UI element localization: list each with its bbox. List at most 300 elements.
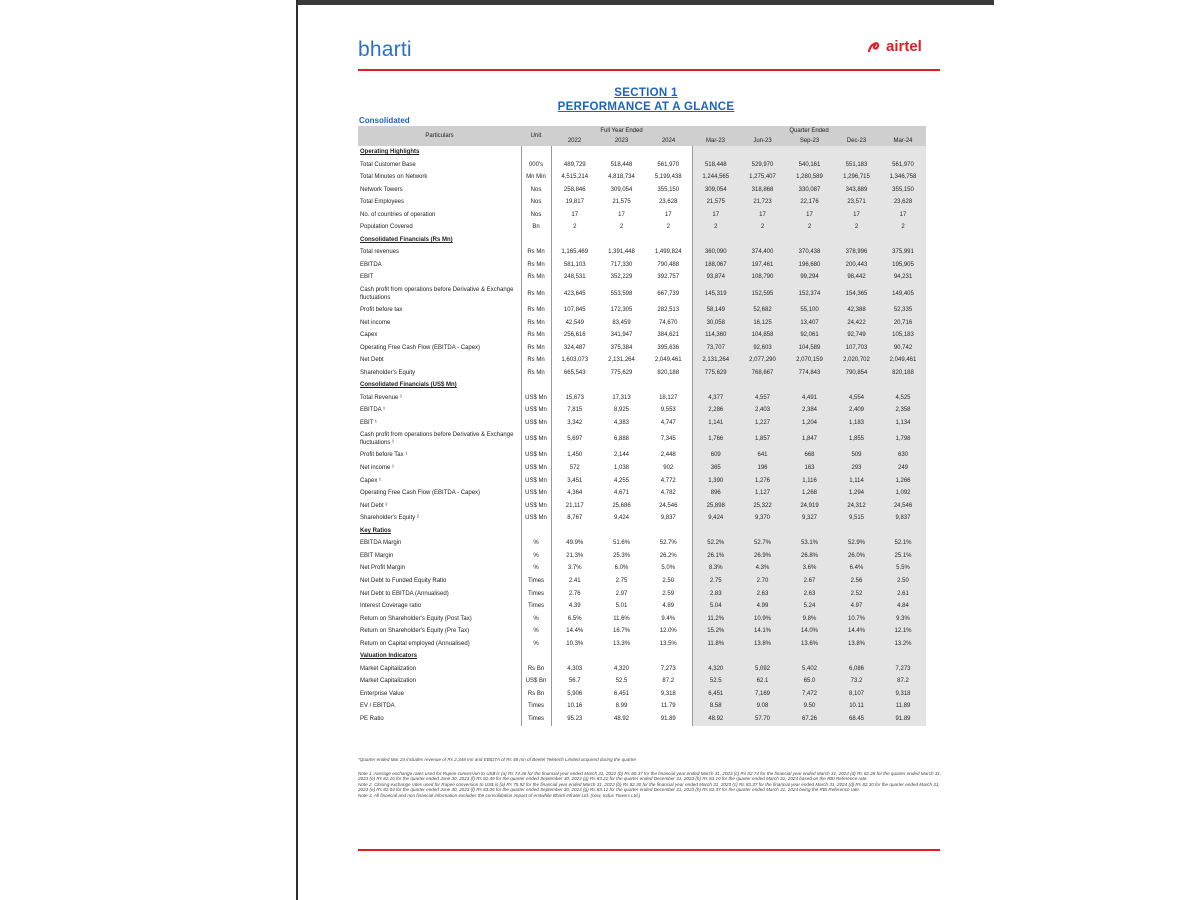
row-label: EV / EBITDA: [360, 703, 395, 710]
value-cell: 24,422: [833, 317, 880, 330]
value-cell: 293: [833, 462, 880, 475]
row-label: Total Revenue ¹: [360, 394, 403, 401]
row-label: Net Debt ²: [360, 502, 388, 509]
value-cell: 26.8%: [786, 550, 833, 563]
value-cell: 52.7%: [739, 537, 786, 550]
value-cell: 21.3%: [566, 552, 584, 559]
value-cell: 21,117: [565, 502, 584, 509]
unit-cell: Rs Mn: [521, 317, 551, 330]
value-cell: 8.58: [692, 700, 739, 713]
value-cell: 5.5%: [880, 562, 926, 575]
value-cell: 902: [663, 465, 674, 472]
value-cell: 7,815: [567, 407, 583, 414]
table-row: [358, 221, 926, 234]
value-cell: 1,294: [833, 487, 880, 500]
value-cell: 3,451: [567, 477, 583, 484]
table-row: [358, 550, 926, 563]
value-cell: 14.1%: [739, 625, 786, 638]
row-label: Return on Capital employed (Annualised): [360, 640, 470, 647]
section-heading: Valuation Indicators: [360, 653, 418, 660]
value-cell: 26.2%: [659, 552, 677, 559]
value-cell: 14.4%: [566, 628, 584, 635]
value-cell: 324,487: [563, 344, 586, 351]
value-cell: 2.70: [739, 575, 786, 588]
value-cell: 16.7%: [612, 628, 630, 635]
value-cell: 6.0%: [614, 565, 629, 572]
value-cell: 48.92: [692, 713, 739, 726]
table-row: [358, 304, 926, 317]
value-cell: 107,703: [833, 342, 880, 355]
value-cell: 4,818,734: [608, 174, 635, 181]
value-cell: 4,525: [880, 392, 926, 405]
row-label: Shareholder's Equity: [360, 369, 416, 376]
value-cell: 2,049,461: [654, 357, 682, 364]
value-cell: 249: [880, 462, 926, 475]
value-cell: 14.4%: [833, 625, 880, 638]
value-cell: 11.6%: [613, 615, 630, 622]
value-cell: 18,127: [659, 394, 678, 401]
value-cell: 52.5: [692, 675, 739, 688]
value-cell: 17: [833, 209, 880, 222]
value-cell: 7,169: [739, 688, 786, 701]
table-row: [358, 487, 926, 500]
row-label: Network Towers: [360, 186, 403, 193]
section-row: [358, 525, 926, 538]
value-cell: 11.79: [660, 703, 676, 710]
footnote-1: Note 1. Average exchange rates used for Rupee conversion to US$ is (a) Rs 74.36 for the financial year ended March 31, 2022 (b) Rs 80.37 for the financial year ended March 31, 2023 (c) Rs 82.74 for the financial year ended March 31, 2024 (d) Rs 82.28 for the quarter ended March 31, 2023 (e) Rs 82.16 for the quarter ended June 30, 2023 (f) Rs 82.49 for the quarter ended September 30, 2023 (g) Rs 83.22 for the quarter ended December 31, 2023 (h) Rs 83.10 for the quarter ended March 31, 2024 based on the RBI Reference rate.: [358, 770, 942, 782]
unit-cell: [521, 234, 551, 247]
unit-cell: Rs Mn: [521, 329, 551, 342]
value-cell: 775,629: [610, 369, 633, 376]
unit-cell: Rs Mn: [521, 259, 551, 272]
value-cell: 572: [569, 465, 580, 472]
footnote-2: Note 2. Closing exchange rates used for Rupee conversion to US$ is (a) Rs 75.92 for the financial year ended March 31, 2022 (b) Rs 82.30 for the financial year ended March 31, 2023 (c) Rs 83.37 for the financial year ended March 31, 2024 (d) Rs 82.30 for the quarter ended March 31, 2023 (e) Rs 82.04 for the quarter ended June 30, 2023 (f) Rs 83.06 for the quarter ended September 30, 2023 (g) Rs 83.12 for the quarter ended December 31, 2023 (h) Rs 83.37 for the quarter ended March 31, 2024 being the RBI Reference rate.: [358, 781, 940, 793]
value-cell: 8,767: [567, 515, 583, 522]
row-label: Market Capitalization: [360, 665, 417, 672]
value-cell: 2,358: [880, 404, 926, 417]
table-row: [358, 171, 926, 184]
value-cell: 561,970: [657, 161, 680, 168]
value-cell: 13.2%: [880, 638, 926, 651]
table-row: [358, 600, 926, 613]
unit-cell: [521, 525, 551, 538]
value-cell: 99,294: [786, 271, 833, 284]
table-row: [358, 625, 926, 638]
value-cell: 1,127: [739, 487, 786, 500]
value-cell: 10.7%: [833, 613, 880, 626]
value-cell: 23,571: [833, 196, 880, 209]
value-cell: [880, 234, 926, 247]
value-cell: 4,303: [567, 665, 583, 672]
value-cell: 2.83: [692, 588, 739, 601]
value-cell: [692, 146, 739, 159]
value-cell: 5,199,438: [654, 174, 682, 181]
row-label: EBITDA Margin: [360, 540, 402, 547]
value-cell: 8.3%: [692, 562, 739, 575]
value-cell: 90,742: [880, 342, 926, 355]
value-cell: 4,515,214: [561, 174, 589, 181]
value-cell: [786, 525, 833, 538]
row-label: Total Employees: [360, 199, 405, 206]
value-cell: 26.9%: [739, 550, 786, 563]
value-cell: 53.1%: [786, 537, 833, 550]
value-cell: [645, 379, 692, 392]
consolidated-label: Consolidated: [359, 116, 410, 125]
period-header: 2024: [645, 136, 692, 146]
value-cell: 51.6%: [612, 540, 630, 547]
value-cell: 1,268: [786, 487, 833, 500]
period-header: Sep-23: [786, 136, 833, 146]
value-cell: 4.99: [739, 600, 786, 613]
unit-cell: Nos: [521, 209, 551, 222]
value-cell: 667,739: [657, 291, 680, 298]
value-cell: 25,322: [739, 500, 786, 513]
value-cell: 152,374: [786, 284, 833, 304]
header-particulars: Particulars: [358, 126, 521, 146]
unit-cell: Rs Mn: [521, 284, 551, 304]
row-label: Return on Shareholder's Equity (Post Tax): [360, 615, 472, 622]
value-cell: 5,402: [786, 663, 833, 676]
unit-cell: Rs Bn: [521, 688, 551, 701]
value-cell: 9.8%: [786, 613, 833, 626]
value-cell: [692, 234, 739, 247]
period-header: Dec-23: [833, 136, 880, 146]
value-cell: 21,723: [739, 196, 786, 209]
value-cell: [833, 379, 880, 392]
value-cell: [551, 650, 598, 663]
value-cell: 352,229: [610, 274, 633, 281]
value-cell: 9,515: [833, 512, 880, 525]
row-label: Total Minutes on Network: [360, 174, 428, 181]
value-cell: 509: [833, 449, 880, 462]
value-cell: 92,749: [833, 329, 880, 342]
value-cell: [739, 525, 786, 538]
unit-cell: %: [521, 638, 551, 651]
unit-cell: Rs Mn: [521, 304, 551, 317]
value-cell: 1,141: [692, 417, 739, 430]
value-cell: 9,327: [786, 512, 833, 525]
row-label: Net income ¹: [360, 465, 395, 472]
section-heading: Key Ratios: [360, 527, 392, 534]
value-cell: 668: [786, 449, 833, 462]
table-row: [358, 329, 926, 342]
value-cell: 551,183: [833, 159, 880, 172]
value-cell: 2,448: [660, 452, 676, 459]
value-cell: [833, 650, 880, 663]
value-cell: [739, 234, 786, 247]
row-label: Net Profit Margin: [360, 565, 406, 572]
value-cell: [551, 234, 598, 247]
unit-cell: Times: [521, 700, 551, 713]
value-cell: 1,798: [880, 429, 926, 449]
value-cell: 309,054: [610, 186, 633, 193]
row-label: Cash profit from operations before Derivative & Exchange fluctuations ¹: [360, 432, 514, 447]
value-cell: 15.2%: [692, 625, 739, 638]
value-cell: 10.3%: [566, 640, 584, 647]
unit-cell: US$ Mn: [521, 500, 551, 513]
value-cell: 248,531: [563, 274, 586, 281]
value-cell: 2.75: [615, 577, 628, 584]
value-cell: 2.63: [786, 588, 833, 601]
value-cell: 1,244,565: [692, 171, 739, 184]
value-cell: [645, 234, 692, 247]
value-cell: 2.76: [568, 590, 581, 597]
value-cell: 13.3%: [612, 640, 630, 647]
value-cell: 68.45: [833, 713, 880, 726]
row-label: Interest Coverage ratio: [360, 603, 422, 610]
value-cell: 282,513: [657, 307, 680, 314]
value-cell: 21,575: [692, 196, 739, 209]
unit-cell: Times: [521, 600, 551, 613]
row-label: Total revenues: [360, 249, 400, 256]
row-label: Net Debt to Funded Equity Ratio: [360, 577, 447, 584]
value-cell: 4,557: [739, 392, 786, 405]
value-cell: [833, 525, 880, 538]
table-row: [358, 417, 926, 430]
value-cell: 25.1%: [880, 550, 926, 563]
value-cell: 2: [692, 221, 739, 234]
unit-cell: Nos: [521, 184, 551, 197]
value-cell: 7,273: [660, 665, 676, 672]
value-cell: 341,947: [610, 332, 633, 339]
row-label: Capex ¹: [360, 477, 382, 484]
row-label: Net Debt to EBITDA (Annualised): [360, 590, 449, 597]
value-cell: 95.23: [567, 715, 583, 722]
value-cell: 17: [664, 211, 672, 218]
value-cell: 1,603,073: [561, 357, 589, 364]
value-cell: 48.92: [613, 715, 629, 722]
value-cell: 9,318: [880, 688, 926, 701]
value-cell: 2.59: [662, 590, 675, 597]
value-cell: 392,757: [657, 274, 680, 281]
value-cell: 365: [692, 462, 739, 475]
unit-cell: Times: [521, 713, 551, 726]
value-cell: 1,165,469: [561, 249, 589, 256]
value-cell: 87.2: [880, 675, 926, 688]
value-cell: 1,847: [786, 429, 833, 449]
value-cell: 26.1%: [692, 550, 739, 563]
value-cell: 30,058: [692, 317, 739, 330]
table-row: [358, 317, 926, 330]
unit-cell: %: [521, 550, 551, 563]
value-cell: 5,906: [567, 690, 583, 697]
value-cell: 343,889: [833, 184, 880, 197]
value-cell: 1,390: [692, 475, 739, 488]
table-row: [358, 663, 926, 676]
row-label: Enterprise Value: [360, 690, 404, 697]
value-cell: 49.9%: [566, 540, 584, 547]
value-cell: 62.1: [739, 675, 786, 688]
value-cell: 630: [880, 449, 926, 462]
table-row: [358, 449, 926, 462]
row-label: EBITDA ¹: [360, 407, 386, 414]
value-cell: 52,682: [739, 304, 786, 317]
value-cell: 309,054: [692, 184, 739, 197]
table-header-row-1: [358, 126, 926, 136]
unit-cell: US$ Bn: [521, 675, 551, 688]
value-cell: 2,409: [833, 404, 880, 417]
value-cell: 4,364: [567, 490, 583, 497]
value-cell: 9.50: [786, 700, 833, 713]
value-cell: [880, 525, 926, 538]
value-cell: 775,629: [692, 367, 739, 380]
value-cell: [739, 650, 786, 663]
unit-cell: Rs Mn: [521, 271, 551, 284]
value-cell: 21,575: [612, 199, 631, 206]
value-cell: 9.3%: [880, 613, 926, 626]
value-cell: 55,100: [786, 304, 833, 317]
table-row: [358, 246, 926, 259]
value-cell: 4,320: [692, 663, 739, 676]
value-cell: 4,491: [786, 392, 833, 405]
value-cell: 518,448: [610, 161, 633, 168]
value-cell: 17: [618, 211, 625, 218]
value-cell: 2: [786, 221, 833, 234]
value-cell: 2.63: [739, 588, 786, 601]
value-cell: [551, 379, 598, 392]
value-cell: 318,868: [739, 184, 786, 197]
value-cell: [833, 234, 880, 247]
value-cell: 370,438: [786, 246, 833, 259]
value-cell: 258,846: [563, 186, 586, 193]
unit-cell: Nos: [521, 196, 551, 209]
value-cell: 65.0: [786, 675, 833, 688]
value-cell: 665,543: [563, 369, 586, 376]
value-cell: 16,125: [739, 317, 786, 330]
value-cell: 7,345: [660, 436, 676, 443]
table-row: [358, 184, 926, 197]
unit-cell: US$ Mn: [521, 392, 551, 405]
value-cell: 2,070,159: [786, 354, 833, 367]
value-cell: 790,854: [833, 367, 880, 380]
row-label: No. of countries of operation: [360, 211, 436, 218]
table-row: [358, 404, 926, 417]
value-cell: 8,107: [833, 688, 880, 701]
unit-cell: Times: [521, 575, 551, 588]
table-row: [358, 209, 926, 222]
value-cell: 24,546: [659, 502, 678, 509]
value-cell: 17: [786, 209, 833, 222]
table-row: [358, 562, 926, 575]
value-cell: 1,204: [786, 417, 833, 430]
value-cell: 52.7%: [659, 540, 677, 547]
bharti-logo: bharti: [358, 38, 412, 61]
value-cell: 67.26: [786, 713, 833, 726]
value-cell: 52.9%: [833, 537, 880, 550]
value-cell: 540,161: [786, 159, 833, 172]
viewer-background: [0, 0, 296, 900]
header-full-year: Full Year Ended: [551, 126, 692, 136]
document-page: [298, 5, 994, 900]
value-cell: 52.1%: [880, 537, 926, 550]
value-cell: 1,391,448: [608, 249, 635, 256]
value-cell: 4,747: [660, 419, 676, 426]
value-cell: 107,845: [563, 307, 586, 314]
value-cell: 11.8%: [692, 638, 739, 651]
value-cell: 114,360: [692, 329, 739, 342]
value-cell: 717,330: [610, 261, 633, 268]
value-cell: 1,766: [692, 429, 739, 449]
table-row: [358, 475, 926, 488]
value-cell: 9,424: [613, 515, 629, 522]
section-row: [358, 234, 926, 247]
header-quarter: Quarter Ended: [692, 126, 926, 136]
value-cell: 1,266: [880, 475, 926, 488]
value-cell: 2,077,290: [739, 354, 786, 367]
value-cell: 9,424: [692, 512, 739, 525]
header-unit: Unit: [521, 126, 551, 146]
value-cell: 98,442: [833, 271, 880, 284]
value-cell: 1,450: [567, 452, 583, 459]
unit-cell: US$ Mn: [521, 475, 551, 488]
unit-cell: [521, 146, 551, 159]
value-cell: 374,400: [739, 246, 786, 259]
value-cell: 1,227: [739, 417, 786, 430]
unit-cell: US$ Mn: [521, 512, 551, 525]
value-cell: [786, 379, 833, 392]
unit-cell: 000's: [521, 159, 551, 172]
unit-cell: %: [521, 562, 551, 575]
value-cell: 108,790: [739, 271, 786, 284]
value-cell: 25.3%: [612, 552, 630, 559]
table-row: [358, 688, 926, 701]
row-label: EBITDA: [360, 261, 382, 268]
value-cell: 23,628: [659, 199, 678, 206]
value-cell: 489,729: [563, 161, 586, 168]
value-cell: 330,087: [786, 184, 833, 197]
value-cell: 17: [692, 209, 739, 222]
value-cell: 4.3%: [739, 562, 786, 575]
row-label: Return on Shareholder's Equity (Pre Tax): [360, 628, 470, 635]
value-cell: 94,231: [880, 271, 926, 284]
value-cell: [833, 146, 880, 159]
value-cell: 57.70: [739, 713, 786, 726]
value-cell: 172,305: [610, 307, 633, 314]
value-cell: 774,843: [786, 367, 833, 380]
value-cell: 820,188: [880, 367, 926, 380]
table-row: [358, 500, 926, 513]
value-cell: 355,150: [657, 186, 680, 193]
value-cell: 5,697: [567, 436, 583, 443]
airtel-wordmark: airtel: [886, 38, 922, 55]
value-cell: 1,276: [739, 475, 786, 488]
unit-cell: Mn Min: [521, 171, 551, 184]
footer-red-rule: [358, 849, 940, 851]
value-cell: 17: [571, 211, 579, 218]
table-row: [358, 713, 926, 726]
value-cell: 93,874: [692, 271, 739, 284]
value-cell: 5.04: [692, 600, 739, 613]
value-cell: 4,383: [613, 419, 629, 426]
value-cell: 4,320: [613, 665, 629, 672]
table-row: [358, 259, 926, 272]
value-cell: 581,103: [563, 261, 586, 268]
value-cell: 423,645: [563, 291, 586, 298]
row-label: EBIT Margin: [360, 552, 394, 559]
value-cell: 154,365: [833, 284, 880, 304]
value-cell: 4.97: [833, 600, 880, 613]
value-cell: 92,061: [786, 329, 833, 342]
value-cell: 518,448: [692, 159, 739, 172]
table-row: [358, 196, 926, 209]
value-cell: 92,603: [739, 342, 786, 355]
value-cell: 2.67: [786, 575, 833, 588]
row-label: Operating Free Cash Flow (EBITDA - Capex): [360, 344, 481, 351]
value-cell: 1,116: [786, 475, 833, 488]
section-row: [358, 379, 926, 392]
row-label: Capex: [360, 332, 378, 339]
value-cell: 24,546: [880, 500, 926, 513]
